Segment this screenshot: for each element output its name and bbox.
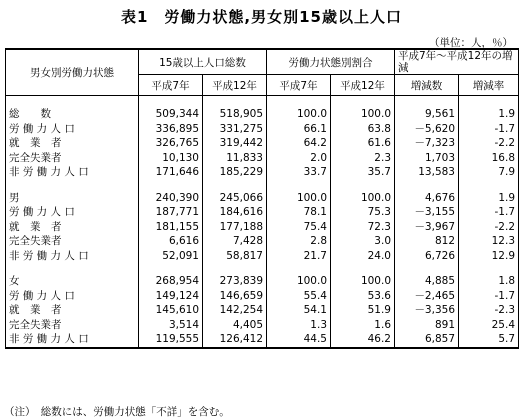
row-label: 非 労 働 力 人 口: [6, 332, 139, 348]
cell-change-count: －3,155: [395, 205, 459, 220]
row-label: 労 働 力 人 口: [6, 205, 139, 220]
cell-population-h7: 171,646: [139, 165, 203, 180]
cell-ratio-h12: 63.8: [331, 122, 395, 137]
cell-change-count: 812: [395, 234, 459, 249]
cell-population-h7: 509,344: [139, 107, 203, 122]
cell-ratio-h7: 44.5: [267, 332, 331, 348]
row-label: 就 業 者: [6, 303, 139, 318]
table-row: [6, 332, 519, 348]
cell-population-h7: 268,954: [139, 274, 203, 289]
corner-header: 男女別労働力状態: [6, 49, 139, 96]
cell-ratio-h7: 33.7: [267, 165, 331, 180]
row-label: 労 働 力 人 口: [6, 122, 139, 137]
cell-population-h12: 331,275: [203, 122, 267, 137]
cell-ratio-h7: 100.0: [267, 191, 331, 206]
cell-population-h12: 146,659: [203, 289, 267, 304]
cell-change-count: 1,703: [395, 151, 459, 166]
cell-population-h12: 185,229: [203, 165, 267, 180]
table-row: [6, 205, 519, 220]
table-row: [6, 136, 519, 151]
cell-change-rate: -2.3: [459, 303, 519, 318]
table-row: [6, 191, 519, 206]
cell-ratio-h7: 2.8: [267, 234, 331, 249]
cell-change-count: 13,583: [395, 165, 459, 180]
spacer-cell: [203, 96, 267, 108]
cell-population-h7: 149,124: [139, 289, 203, 304]
cell-ratio-h12: 35.7: [331, 165, 395, 180]
col-header-h12: 平成12年: [203, 75, 267, 96]
col-header-h7: 平成7年: [139, 75, 203, 96]
cell-population-h7: 336,895: [139, 122, 203, 137]
cell-change-count: 6,726: [395, 249, 459, 264]
cell-change-rate: 1.9: [459, 191, 519, 206]
cell-ratio-h7: 55.4: [267, 289, 331, 304]
spacer-cell: [203, 263, 267, 274]
spacer-cell: [395, 96, 459, 108]
spacer-cell: [459, 180, 519, 191]
table-row: [6, 274, 519, 289]
row-label: 女: [6, 274, 139, 289]
cell-change-rate: 7.9: [459, 165, 519, 180]
row-label: 就 業 者: [6, 136, 139, 151]
spacer-cell: [139, 180, 203, 191]
cell-population-h7: 240,390: [139, 191, 203, 206]
spacer-cell: [6, 180, 139, 191]
cell-change-count: 4,885: [395, 274, 459, 289]
spacer-cell: [395, 180, 459, 191]
row-label: 非 労 働 力 人 口: [6, 249, 139, 264]
spacer-cell: [203, 180, 267, 191]
cell-population-h12: 319,442: [203, 136, 267, 151]
cell-ratio-h7: 2.0: [267, 151, 331, 166]
table-row: [6, 107, 519, 122]
cell-population-h7: 10,130: [139, 151, 203, 166]
population-table: [5, 48, 519, 349]
cell-change-count: －7,323: [395, 136, 459, 151]
cell-ratio-h7: 21.7: [267, 249, 331, 264]
cell-ratio-h7: 100.0: [267, 274, 331, 289]
row-label: 非 労 働 力 人 口: [6, 165, 139, 180]
cell-change-count: 6,857: [395, 332, 459, 348]
cell-population-h7: 3,514: [139, 318, 203, 333]
footnote: （注） 総数には、労働力状態「不詳」を含む。: [4, 406, 230, 418]
row-label: 完全失業者: [6, 234, 139, 249]
row-label: 就 業 者: [6, 220, 139, 235]
cell-population-h12: 7,428: [203, 234, 267, 249]
spacer-cell: [459, 263, 519, 274]
col-header-change-count: 増減数: [395, 75, 459, 96]
cell-ratio-h12: 100.0: [331, 107, 395, 122]
section-spacer: [6, 96, 519, 108]
cell-change-count: 4,676: [395, 191, 459, 206]
cell-change-rate: 25.4: [459, 318, 519, 333]
cell-change-count: 891: [395, 318, 459, 333]
cell-population-h12: 273,839: [203, 274, 267, 289]
cell-population-h12: 58,817: [203, 249, 267, 264]
table-row: [6, 318, 519, 333]
cell-population-h12: 11,833: [203, 151, 267, 166]
cell-ratio-h12: 1.6: [331, 318, 395, 333]
spacer-cell: [459, 96, 519, 108]
spacer-cell: [267, 263, 331, 274]
cell-population-h12: 4,405: [203, 318, 267, 333]
spacer-cell: [331, 180, 395, 191]
cell-change-rate: 12.3: [459, 234, 519, 249]
cell-change-count: －3,356: [395, 303, 459, 318]
table-row: [6, 234, 519, 249]
cell-ratio-h12: 51.9: [331, 303, 395, 318]
group-header-population: 15歳以上人口総数: [139, 49, 267, 75]
unit-label: （単位：人，％）: [429, 37, 513, 49]
cell-change-rate: 1.8: [459, 274, 519, 289]
cell-change-rate: -2.2: [459, 220, 519, 235]
cell-ratio-h12: 24.0: [331, 249, 395, 264]
cell-change-rate: 16.8: [459, 151, 519, 166]
spacer-cell: [139, 96, 203, 108]
cell-change-rate: -2.2: [459, 136, 519, 151]
cell-change-count: －2,465: [395, 289, 459, 304]
spacer-cell: [331, 263, 395, 274]
cell-change-count: 9,561: [395, 107, 459, 122]
section-spacer: [6, 180, 519, 191]
cell-ratio-h7: 66.1: [267, 122, 331, 137]
table-row: [6, 151, 519, 166]
cell-ratio-h12: 72.3: [331, 220, 395, 235]
col-header-ratio-h7: 平成7年: [267, 75, 331, 96]
row-label: 総 数: [6, 107, 139, 122]
cell-population-h7: 326,765: [139, 136, 203, 151]
spacer-cell: [139, 263, 203, 274]
cell-ratio-h12: 75.3: [331, 205, 395, 220]
cell-population-h12: 518,905: [203, 107, 267, 122]
cell-ratio-h12: 100.0: [331, 191, 395, 206]
group-header-change: 平成7年～平成12年の増減: [395, 49, 519, 75]
col-header-ratio-h12: 平成12年: [331, 75, 395, 96]
cell-ratio-h7: 54.1: [267, 303, 331, 318]
spacer-cell: [6, 263, 139, 274]
cell-population-h7: 187,771: [139, 205, 203, 220]
col-header-change-rate: 増減率: [459, 75, 519, 96]
cell-ratio-h7: 100.0: [267, 107, 331, 122]
table-row: [6, 249, 519, 264]
cell-ratio-h7: 75.4: [267, 220, 331, 235]
section-spacer: [6, 263, 519, 274]
cell-change-rate: 12.9: [459, 249, 519, 264]
table-row: [6, 165, 519, 180]
cell-ratio-h12: 61.6: [331, 136, 395, 151]
row-label: 労 働 力 人 口: [6, 289, 139, 304]
cell-population-h7: 52,091: [139, 249, 203, 264]
spacer-cell: [331, 96, 395, 108]
table-row: [6, 220, 519, 235]
spacer-cell: [267, 96, 331, 108]
cell-ratio-h7: 64.2: [267, 136, 331, 151]
group-header-ratio: 労働力状態別割合: [267, 49, 395, 75]
cell-population-h12: 184,616: [203, 205, 267, 220]
table-row: [6, 122, 519, 137]
cell-change-rate: 1.9: [459, 107, 519, 122]
cell-change-count: －5,620: [395, 122, 459, 137]
cell-population-h7: 119,555: [139, 332, 203, 348]
cell-ratio-h12: 46.2: [331, 332, 395, 348]
table-title: 表1 労働力状態,男女別15歳以上人口: [120, 8, 402, 26]
row-label: 完全失業者: [6, 318, 139, 333]
cell-change-rate: -1.7: [459, 289, 519, 304]
table-row: [6, 289, 519, 304]
cell-population-h12: 126,412: [203, 332, 267, 348]
cell-population-h7: 181,155: [139, 220, 203, 235]
cell-population-h12: 142,254: [203, 303, 267, 318]
cell-change-rate: -1.7: [459, 205, 519, 220]
cell-ratio-h12: 2.3: [331, 151, 395, 166]
table-row: [6, 303, 519, 318]
cell-population-h7: 145,610: [139, 303, 203, 318]
cell-population-h12: 245,066: [203, 191, 267, 206]
spacer-cell: [6, 96, 139, 108]
spacer-cell: [267, 180, 331, 191]
cell-population-h7: 6,616: [139, 234, 203, 249]
cell-ratio-h12: 3.0: [331, 234, 395, 249]
cell-population-h12: 177,188: [203, 220, 267, 235]
row-label: 完全失業者: [6, 151, 139, 166]
cell-ratio-h12: 100.0: [331, 274, 395, 289]
cell-ratio-h12: 53.6: [331, 289, 395, 304]
cell-ratio-h7: 78.1: [267, 205, 331, 220]
cell-change-rate: -1.7: [459, 122, 519, 137]
cell-change-rate: 5.7: [459, 332, 519, 348]
row-label: 男: [6, 191, 139, 206]
cell-ratio-h7: 1.3: [267, 318, 331, 333]
spacer-cell: [395, 263, 459, 274]
cell-change-count: －3,967: [395, 220, 459, 235]
